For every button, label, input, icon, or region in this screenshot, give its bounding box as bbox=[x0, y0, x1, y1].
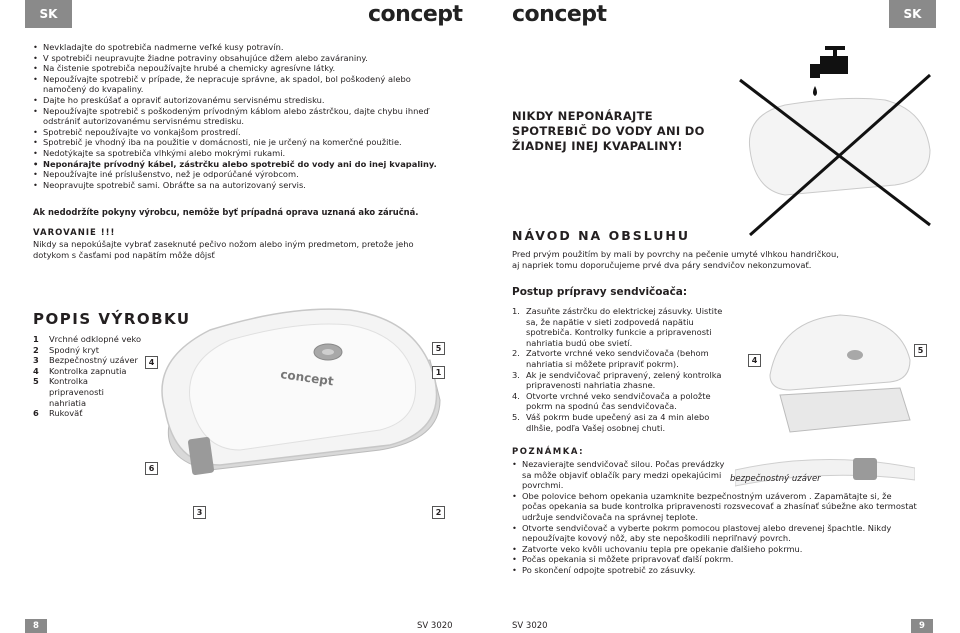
part-number: 6 bbox=[33, 408, 39, 419]
prep-steps bbox=[512, 306, 727, 433]
page-number-left: 8 bbox=[25, 619, 47, 633]
part-number: 1 bbox=[33, 334, 39, 344]
step-number: 4. bbox=[512, 390, 520, 401]
parts-list bbox=[33, 334, 143, 419]
step-text: Zatvorte vrchné veko sendvičovača (behom nahriatia si môžete pripraviť pokrm). bbox=[526, 348, 709, 369]
part-item bbox=[33, 366, 143, 377]
prep-step bbox=[512, 412, 727, 433]
page-number-right: 9 bbox=[911, 619, 933, 633]
warning-item: • V spotrebiči neupravujte žiadne potraviny obsahujúce džem alebo zaváraniny. bbox=[33, 53, 448, 64]
note-item: • Zatvorte veko kvôli uchovaniu tepla pre opekanie ďalšieho pokrmu. bbox=[512, 544, 917, 555]
step-text: Otvorte vrchné veko sendvičovača a položte pokrm na spodnú čas sendvičovača. bbox=[526, 390, 711, 412]
note-item: • Počas opekania si môžete pripravovať ďalší pokrm. bbox=[512, 554, 917, 565]
note-item: • Nezavierajte sendvičovač silou. Počas prevádzky sa môže objaviť oblačík pary medzi opekajúcimi povrchmi. bbox=[512, 459, 732, 491]
callout-2: 2 bbox=[432, 506, 445, 519]
page-language-tag-left: SK bbox=[25, 0, 72, 28]
open-device-plate bbox=[780, 388, 910, 432]
note-item: • Po skončení odpojte spotrebič zo zásuvky. bbox=[512, 565, 917, 576]
note-item: • Obe polovice behom opekania uzamknite bezpečnostným uzáverom . Zapamätajte si, že počas opekania sa bude kontrolka pripravenosti rozsvecovať a zhasínať súbežne ako termostat udržuje sendvičovača na správnej teplote. bbox=[512, 491, 917, 523]
power-indicator bbox=[322, 349, 334, 355]
part-label: Vrchné odklopné veko bbox=[49, 334, 142, 344]
no-water-illustration bbox=[725, 40, 945, 240]
part-item bbox=[33, 408, 143, 419]
warning-item: • Nepoužívajte spotrebič v prípade, že nepracuje správne, ak spadol, bol poškodený alebo namočený do kvapaliny. bbox=[33, 74, 448, 95]
prep-step bbox=[512, 391, 727, 412]
prep-step bbox=[512, 370, 727, 391]
open-device-lid bbox=[770, 315, 910, 390]
part-number: 5 bbox=[33, 376, 39, 387]
notes-title: POZNÁMKA: bbox=[512, 447, 584, 457]
part-label: Kontrolka pripravenosti nahriatia bbox=[49, 376, 104, 408]
water-drop-1 bbox=[813, 86, 817, 96]
part-number: 3 bbox=[33, 355, 39, 366]
model-left: SV 3020 bbox=[417, 621, 453, 631]
caution-text: Nikdy sa nepokúšajte vybrať zaseknuté pečivo nožom alebo iným predmetom, pretože jeho dotykom s časťami pod napätím môže dôjsť bbox=[33, 239, 414, 260]
warning-item: • Nevkladajte do spotrebiča nadmerne veľké kusy potravín. bbox=[33, 42, 448, 53]
step-number: 2. bbox=[512, 348, 520, 359]
callout-1: 1 bbox=[432, 366, 445, 379]
safety-lock-illustration bbox=[735, 450, 915, 490]
prep-section-title: Postup prípravy sendvičoača: bbox=[512, 286, 688, 298]
warning-item: • Nedotýkajte sa spotrebiča vlhkými alebo mokrými rukami. bbox=[33, 148, 448, 159]
brand-logo-right: concept bbox=[512, 2, 607, 27]
step-text: Ak je sendvičovač pripravený, zelený kontrolka pripravenosti nahriatia zhasne. bbox=[526, 369, 722, 391]
tap-icon bbox=[810, 46, 848, 78]
right-callout-4: 4 bbox=[748, 354, 761, 367]
part-number: 4 bbox=[33, 365, 39, 376]
product-section-title: POPIS VÝROBKU bbox=[33, 310, 191, 328]
right-callout-5: 5 bbox=[914, 344, 927, 357]
caution-title: VAROVANIE !!! bbox=[33, 228, 116, 238]
step-text: Zasuňte zástrčku do elektrickej zásuvky. Uistite sa, že napätie v sieti zodpovedá napätiu spotrebiča. Kontrolky funkcie a pripravenosti nahriatia budú obe svietí. bbox=[526, 306, 723, 348]
usage-section-title: NÁVOD NA OBSLUHU bbox=[512, 228, 691, 243]
warning-item: • Neopravujte spotrebič sami. Obráťte sa na autorizovaný servis. bbox=[33, 180, 448, 191]
page-language-tag-right: SK bbox=[889, 0, 936, 28]
warning-item: • Na čistenie spotrebiča nepoužívajte hrubé a chemicky agresívne látky. bbox=[33, 63, 448, 74]
prep-step bbox=[512, 306, 727, 348]
part-item bbox=[33, 345, 143, 356]
usage-intro: Pred prvým použitím by mali by povrchy na pečenie umyté vlhkou handričkou, aj napriek tomu doporučujeme prvé dva páry sendvičov nekonzumovať. bbox=[512, 249, 839, 270]
part-label: Bezpečnostný uzáver bbox=[49, 355, 138, 366]
part-item bbox=[33, 376, 143, 408]
open-device-illustration bbox=[760, 300, 920, 440]
step-text: Váš pokrm bude upečený asi za 4 min alebo dlhšie, podľa Vašej osobnej chuti. bbox=[526, 411, 710, 433]
sandwich-maker-illustration bbox=[150, 300, 450, 480]
part-item bbox=[33, 355, 143, 366]
warning-item: • Dajte ho preskúšať a opraviť autorizovanému servisnému stredisku. bbox=[33, 95, 448, 106]
safety-lock-caption: bezpečnostný uzáver bbox=[730, 474, 821, 484]
brand-logo-left: concept bbox=[368, 2, 463, 27]
warnings-list bbox=[33, 42, 448, 190]
callout-5: 5 bbox=[432, 342, 445, 355]
water-warning: NIKDY NEPONÁRAJTE SPOTREBIČ DO VODY ANI DO ŽIADNEJ INEJ KVAPALINY! bbox=[512, 109, 705, 153]
warning-item: • Nepoužívajte iné príslušenstvo, než je odporúčané výrobcom. bbox=[33, 169, 448, 180]
part-number: 2 bbox=[33, 344, 39, 355]
warning-item: • Nepoužívajte spotrebič s poškodeným prívodným káblom alebo zástrčkou, dajte chybu ihneď odstrániť autorizovanému servisnému stredisku. bbox=[33, 106, 448, 127]
callout-4: 4 bbox=[145, 356, 158, 369]
step-number: 1. bbox=[512, 306, 520, 316]
mini-device bbox=[749, 98, 930, 195]
prep-step bbox=[512, 348, 727, 369]
part-label: Spodný kryt bbox=[49, 344, 100, 355]
model-right: SV 3020 bbox=[512, 621, 548, 631]
callout-3: 3 bbox=[193, 506, 206, 519]
note-item: • Otvorte sendvičovač a vyberte pokrm pomocou plastovej alebo drevenej špachtle. Nikdy nepoužívajte kovový nôž, aby ste nepoškodili nepriľnavý povrch. bbox=[512, 523, 917, 544]
step-number: 3. bbox=[512, 369, 520, 380]
part-label: Kontrolka zapnutia bbox=[49, 365, 127, 376]
callout-6: 6 bbox=[145, 462, 158, 475]
device-brand-label: concept bbox=[279, 367, 335, 389]
warning-item: • Spotrebič nepoužívajte vo vonkajšom prostredí. bbox=[33, 127, 448, 138]
part-item bbox=[33, 334, 143, 345]
part-label: Rukoväť bbox=[49, 408, 83, 419]
warranty-note: Ak nedodržíte pokyny výrobcu, nemôže byť prípadná oprava uznaná ako záručná. bbox=[33, 207, 419, 217]
step-number: 5. bbox=[512, 411, 520, 422]
warning-item: • Neponárajte prívodný kábel, zástrčku alebo spotrebič do vody ani do inej kvapaliny. bbox=[33, 159, 448, 170]
warning-item: • Spotrebič je vhodný iba na použitie v domácnosti, nie je určený na komerčné použitie. bbox=[33, 137, 448, 148]
